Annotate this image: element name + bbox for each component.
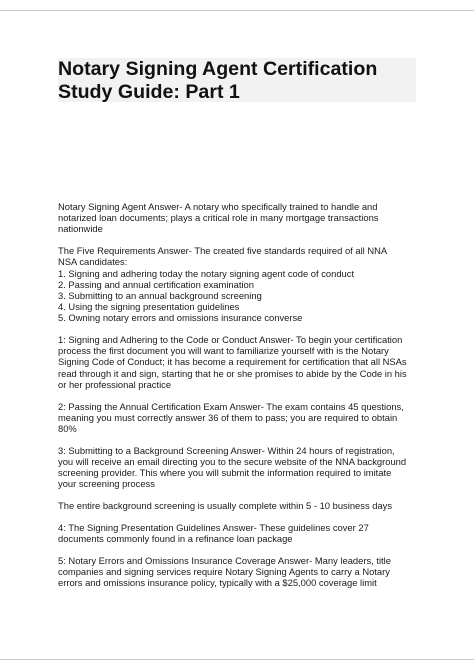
document-body: [58, 201, 422, 599]
document-title: Notary Signing Agent Certification Study Guide: Part 1: [58, 58, 378, 103]
page-bottom-border: [0, 659, 474, 660]
paragraph-presentation-guidelines: 4: The Signing Presentation Guidelines Answer- These guidelines cover 27 documents commonly found in a refinance loan package: [58, 521, 369, 544]
paragraph-screening-duration: The entire background screening is usually complete within 5 - 10 business days: [58, 499, 393, 511]
paragraph-certification-exam: 2: Passing the Annual Certification Exam Answer- The exam contains 45 questions, meaning you must correctly answer 36 of them to pass; you are required to obtain 80%: [58, 400, 404, 434]
paragraph-background-screening: 3: Submitting to a Background Screening Answer- Within 24 hours of registration, you will receive an email directing you to the secure website of the NNA background screening provider. This where you will submit the information required to imitate your screening process: [58, 444, 407, 490]
paragraph-code-of-conduct: 1: Signing and Adhering to the Code or Conduct Answer- To begin your certification process the first document you will want to familiarize yourself with is the Notary Signing Code of Conduct; it has become a requirement for certification that all NSAs read through it and sign, starting that he or she promises to abide by the Code in his or her professional practice: [58, 334, 407, 390]
paragraph-notary-signing-agent: Notary Signing Agent Answer- A notary who specifically trained to handle and notarized loan documents; plays a critical role in many mortgage transactions nationwide: [58, 201, 379, 235]
page-top-border: [0, 10, 474, 11]
paragraph-insurance-coverage: 5: Notary Errors and Omissions Insurance Coverage Answer- Many leaders, title companies and signing services require Notary Signing Agents to carry a Notary errors and omissions insurance policy, typically with a $25,000 coverage limit: [58, 554, 391, 588]
paragraph-five-requirements: The Five Requirements Answer- The created five standards required of all NNA NSA candidates: 1. Signing and adhering today the notary signing agent code of conduct 2. Passing and annual certification examination 3. Submitting to an annual background screening 4. Using the signing presentation guidelines 5. Owning notary errors and omissions insurance converse: [58, 245, 388, 324]
